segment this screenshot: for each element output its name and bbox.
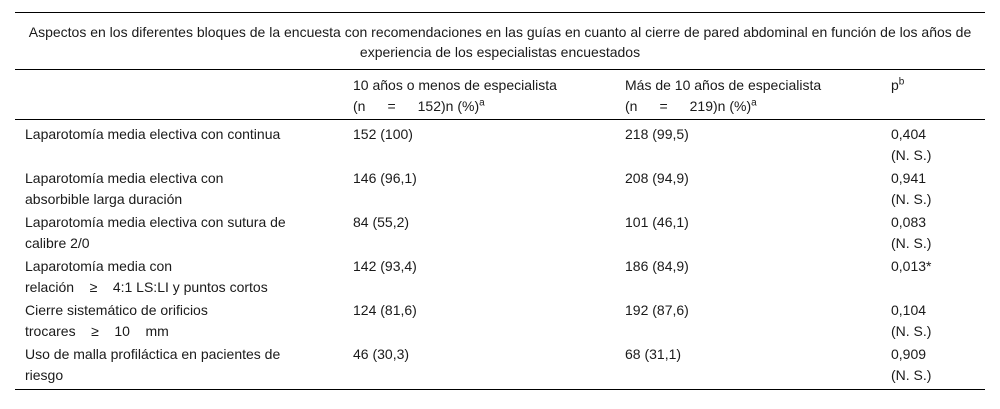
cell-group-le10: 124 (81,6) xyxy=(353,302,417,318)
cell-group-le10: 84 (55,2) xyxy=(353,214,410,230)
header-aspect xyxy=(15,70,353,120)
table-row xyxy=(15,167,985,211)
cell-p-value: 0,104 (N. S.) xyxy=(891,302,932,339)
table-row xyxy=(15,343,985,390)
cell-group-gt10: 208 (94,9) xyxy=(625,170,689,186)
cell-group-le10: 146 (96,1) xyxy=(353,170,417,186)
header-group-gt10 xyxy=(625,70,891,120)
table-row xyxy=(15,255,985,299)
cell-group-gt10: 218 (99,5) xyxy=(625,126,689,142)
table-row xyxy=(15,299,985,343)
row-label: Uso de malla profiláctica en pacientes de riesgo xyxy=(15,343,353,390)
header-group-gt10-n: (n = 219)n (%)$^a$ xyxy=(625,97,757,114)
header-row xyxy=(15,70,985,120)
table-caption: Aspectos en los diferentes bloques de la encuesta con recomendaciones en las guías en cuanto al cierre de pared abdominal en función de los años de experiencia de los especialistas encuestados xyxy=(28,24,972,60)
cell-p-value: 0,404 (N. S.) xyxy=(891,126,932,163)
header-group-le10 xyxy=(353,70,625,120)
data-table xyxy=(15,70,985,390)
cell-p-value: 0,909 (N. S.) xyxy=(891,343,985,390)
cell-group-gt10: 192 (87,6) xyxy=(625,302,689,318)
row-label: Laparotomía media electiva con sutura de calibre 2/0 xyxy=(25,214,286,251)
cell-p-value: 0,941 (N. S.) xyxy=(891,170,932,207)
table-row xyxy=(15,120,985,168)
cell-group-gt10: 186 (84,9) xyxy=(625,258,689,274)
cell-group-gt10: 101 (46,1) xyxy=(625,214,689,230)
cell-p-value: 0,083 (N. S.) xyxy=(891,214,932,251)
row-label: Laparotomía media con relación ≥ 4:1 LS:LI y puntos cortos xyxy=(25,258,268,295)
row-label: Laparotomía media electiva con absorbible larga duración xyxy=(25,170,224,207)
row-label: Cierre sistemático de orificios trocares ≥ 10 mm xyxy=(25,302,208,339)
cell-group-le10: 46 (30,3) xyxy=(353,343,625,390)
results-table xyxy=(15,12,985,390)
header-p-value: $p^b$ xyxy=(891,70,985,120)
row-label: Laparotomía media electiva con continua xyxy=(25,126,281,142)
cell-group-gt10: 68 (31,1) xyxy=(625,343,891,390)
cell-group-le10: 142 (93,4) xyxy=(353,258,417,274)
header-group-le10-title: 10 años o menos de especialista xyxy=(353,77,557,93)
header-group-gt10-title: Más de 10 años de especialista xyxy=(625,77,822,93)
table-row xyxy=(15,211,985,255)
cell-p-value: 0,013* xyxy=(891,258,932,274)
cell-group-le10: 152 (100) xyxy=(353,126,413,142)
header-group-le10-n: (n = 152)n (%)$^a$ xyxy=(353,97,485,114)
